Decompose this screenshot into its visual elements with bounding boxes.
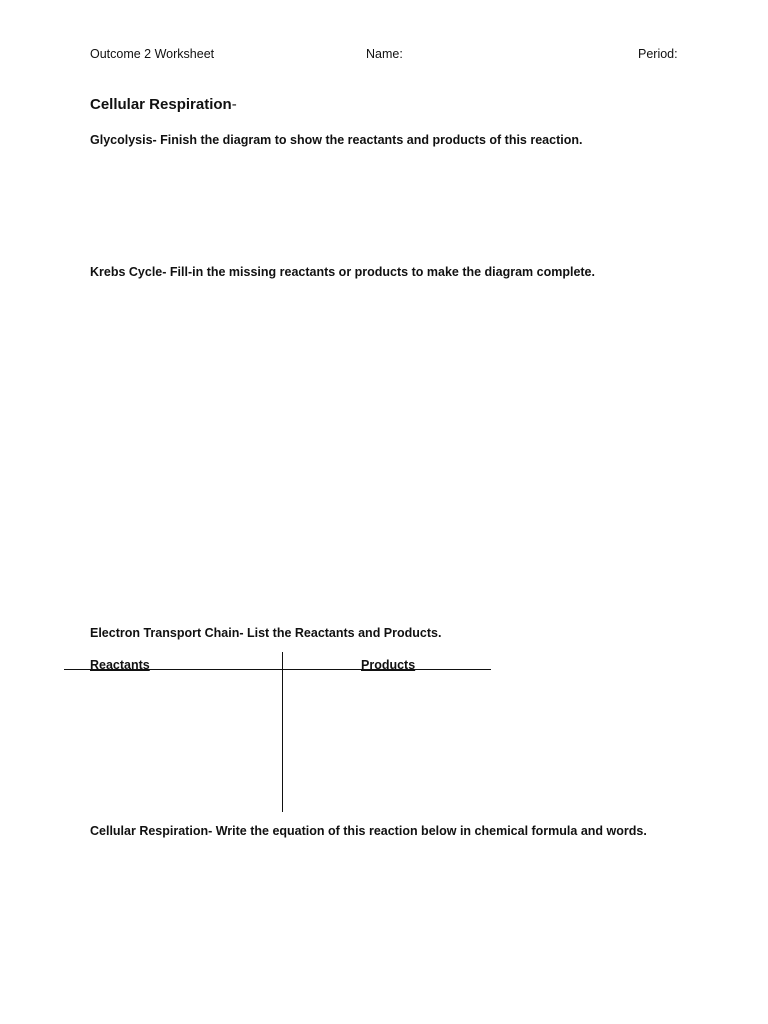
products-column-header: Products — [361, 658, 416, 672]
cellular-respiration-prompt: Cellular Respiration- Write the equation of this reaction below in chemical formula and words. — [90, 824, 647, 838]
reactants-column-header: Reactants — [90, 658, 150, 672]
period-label: Period: — [638, 47, 678, 61]
page-title-text: Cellular Respiration — [90, 96, 232, 113]
glycolysis-prompt: Glycolysis- Finish the diagram to show the reactants and products of this reaction. — [90, 133, 583, 147]
worksheet-title: Outcome 2 Worksheet — [90, 47, 215, 61]
t-chart-vertical-line — [282, 652, 283, 812]
name-label: Name: — [366, 47, 403, 61]
page-title — [90, 96, 237, 113]
krebs-cycle-prompt: Krebs Cycle- Fill-in the missing reactants or products to make the diagram complete. — [90, 265, 595, 279]
page-title-suffix: - — [231, 96, 237, 113]
electron-transport-chain-prompt: Electron Transport Chain- List the Reactants and Products. — [90, 626, 442, 640]
